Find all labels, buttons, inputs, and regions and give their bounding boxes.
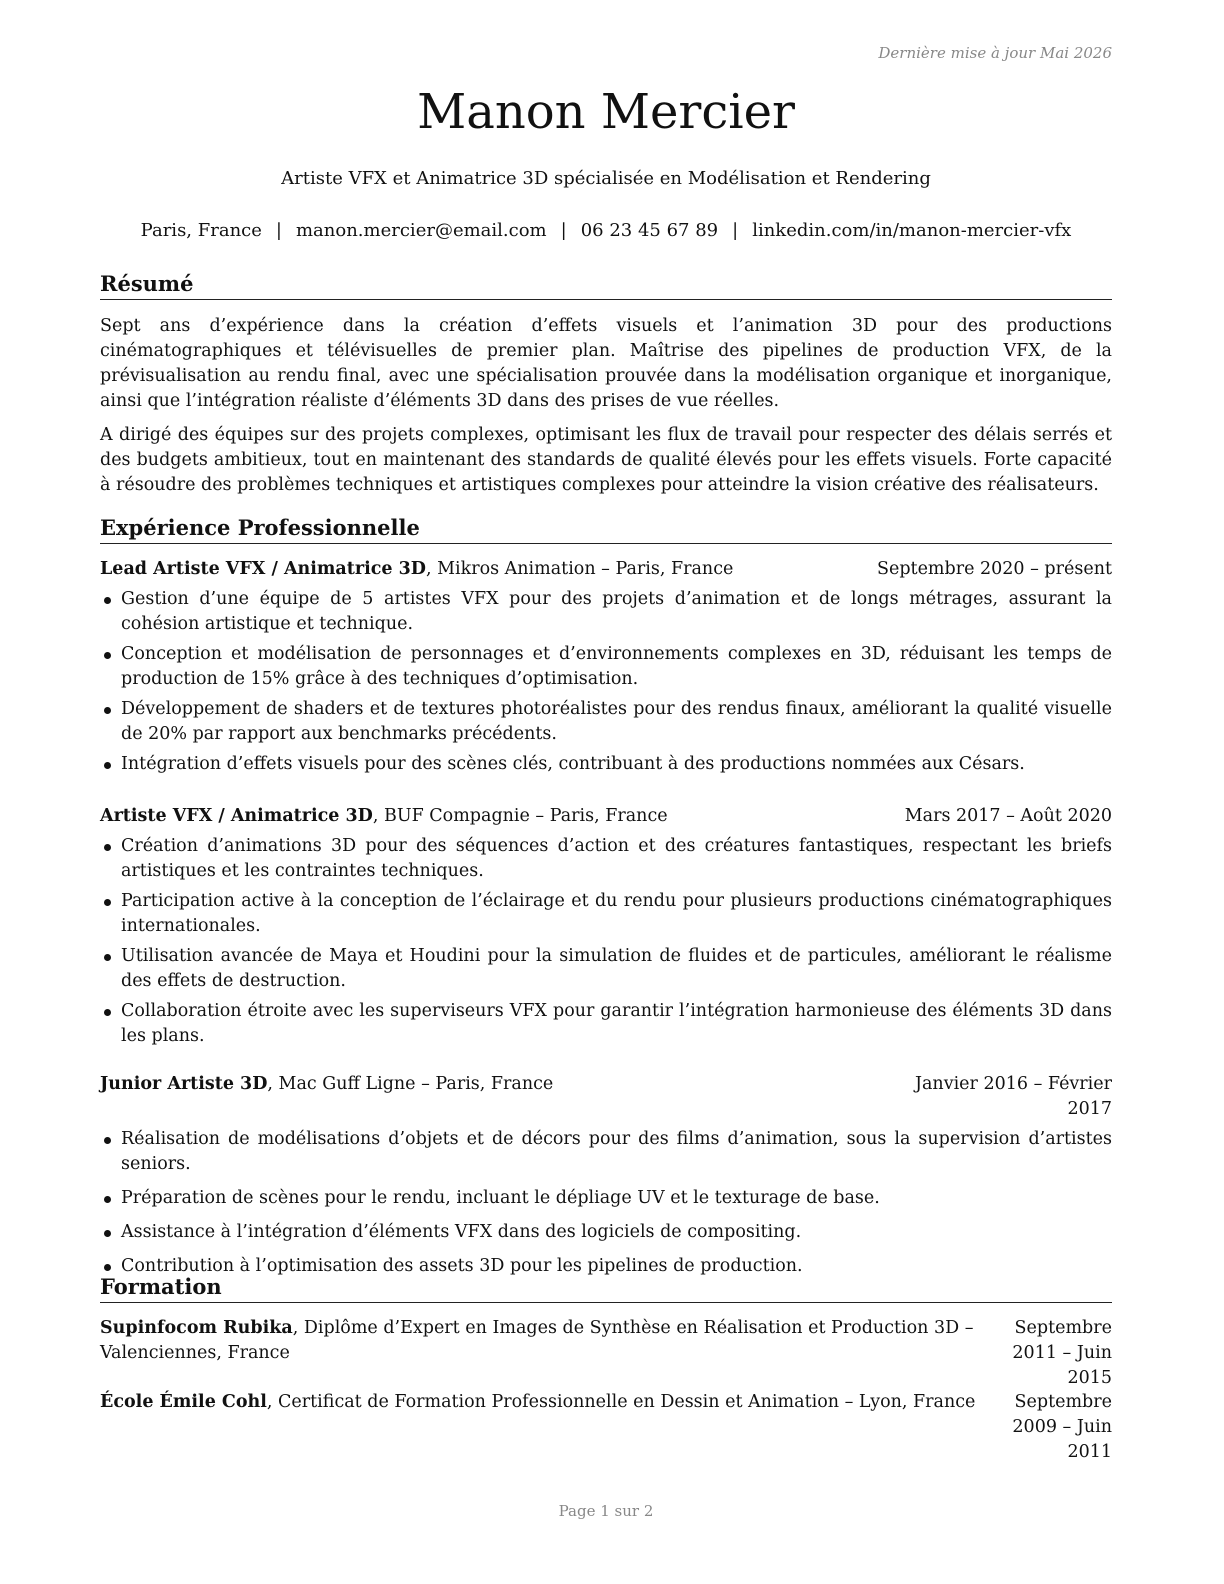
bullet-text: Gestion d’une équipe de 5 artistes VFX pour des projets d’animation et de longs métrages, assurant la cohésion artistique et technique. (121, 589, 1112, 634)
bullet-text: Utilisation avancée de Maya et Houdini pour la simulation de fluides et de particules, améliorant le réalisme des effets de destruction. (121, 946, 1112, 991)
contact-email[interactable]: manon.mercier@email.com (295, 220, 547, 241)
page-number: Page 1 sur 2 (558, 1502, 654, 1520)
list-item (100, 697, 1112, 747)
contact-linkedin[interactable]: linkedin.com/in/manon-mercier-vfx (752, 220, 1072, 241)
list-item (100, 1127, 1112, 1177)
section-title-education: Formation (100, 1274, 1112, 1303)
job-dates: Septembre 2020 – présent (877, 559, 1112, 579)
contact-phone: 06 23 45 67 89 (580, 220, 719, 241)
contact-separator: | (275, 220, 282, 241)
list-item (100, 944, 1112, 994)
list-item (100, 587, 1112, 637)
bullet-text: Développement de shaders et de textures photoréalistes pour des rendus finaux, améliorant la qualité visuelle de 20% par rapport aux benchmarks précédents. (121, 699, 1112, 744)
bullet-text: Intégration d’effets visuels pour des scènes clés, contribuant à des productions nommées aux Césars. (121, 754, 1025, 774)
subtitle: Artiste VFX et Animatrice 3D spécialisée en Modélisation et Rendering (281, 168, 931, 189)
bullet-text: Contribution à l’optimisation des assets 3D pour les pipelines de production. (121, 1256, 803, 1276)
job-bullets (100, 587, 1112, 777)
bullet-text: Participation active à la conception de l’éclairage et du rendu pour plusieurs productions cinématographiques internationales. (121, 891, 1112, 936)
education-dates: Septembre 2011 – Juin 2015 (1012, 1318, 1112, 1388)
bullet-icon (104, 1009, 111, 1016)
job-dates: Janvier 2016 – Février 2017 (914, 1074, 1112, 1119)
summary-paragraph: Sept ans d’expérience dans la création d’effets visuels et l’animation 3D pour des productions cinématographiques et télévisuelles de premier plan. Maîtrise des pipelines de production VFX, de la prévisualisation au rendu final, avec une spécialisation prouvée dans la modélisation organique et inorganique, ainsi que l’intégration réaliste d’éléments 3D dans des prises de vue réelles. (100, 316, 1112, 411)
job-role: Artiste VFX / Animatrice 3D (100, 806, 373, 826)
contact-location: Paris, France (140, 220, 262, 241)
education-detail: , Certificat de Formation Professionnelle en Dessin et Animation – Lyon, France (266, 1392, 976, 1412)
list-item (100, 752, 1112, 777)
bullet-icon (104, 762, 111, 769)
bullet-icon (104, 954, 111, 961)
education-detail: , Diplôme d’Expert en Images de Synthèse en Réalisation et Production 3D – Valenciennes, France (100, 1318, 974, 1363)
resume-page (100, 0, 1112, 1584)
contact-line (100, 220, 1112, 241)
bullet-icon (104, 707, 111, 714)
bullet-icon (104, 597, 111, 604)
section-title-experience: Expérience Professionnelle (100, 515, 1112, 544)
bullet-text: Réalisation de modélisations d’objets et de décors pour des films d’animation, sous la supervision d’artistes seniors. (121, 1129, 1112, 1174)
contact-separator: | (560, 220, 567, 241)
summary-paragraph: A dirigé des équipes sur des projets complexes, optimisant les flux de travail pour respecter des délais serrés et des budgets ambitieux, tout en maintenant des standards de qualité élevés pour les effets visuels. Forte capacité à résoudre des problèmes techniques et artistiques complexes pour atteindre la vision créative des réalisateurs. (100, 425, 1112, 495)
list-item (100, 834, 1112, 884)
education-entry (100, 1390, 1112, 1462)
job-company: , Mac Guff Ligne – Paris, France (267, 1074, 554, 1094)
education-dates: Septembre 2009 – Juin 2011 (1012, 1392, 1112, 1462)
section-title-summary: Résumé (100, 271, 1112, 300)
job-bullets (100, 1127, 1112, 1279)
list-item (100, 1220, 1112, 1245)
bullet-icon (104, 899, 111, 906)
bullet-icon (104, 844, 111, 851)
job-role: Lead Artiste VFX / Animatrice 3D (100, 559, 426, 579)
education-entry (100, 1316, 1112, 1388)
bullet-icon (104, 1230, 111, 1237)
job-company: , Mikros Animation – Paris, France (425, 559, 734, 579)
job-header (100, 557, 1112, 582)
job-header (100, 1072, 1112, 1119)
list-item (100, 642, 1112, 692)
job-role: Junior Artiste 3D (100, 1074, 268, 1094)
list-item (100, 1186, 1112, 1211)
list-item (100, 999, 1112, 1049)
bullet-text: Conception et modélisation de personnages et d’environnements complexes en 3D, réduisant les temps de production de 15% grâce à des techniques d’optimisation. (121, 644, 1112, 689)
bullet-text: Collaboration étroite avec les superviseurs VFX pour garantir l’intégration harmonieuse des éléments 3D dans les plans. (121, 1001, 1112, 1046)
job-dates: Mars 2017 – Août 2020 (904, 806, 1112, 826)
bullet-icon (104, 1264, 111, 1271)
education-school: École Émile Cohl (100, 1392, 267, 1412)
job-bullets (100, 834, 1112, 1049)
bullet-text: Création d’animations 3D pour des séquences d’action et des créatures fantastiques, respectant les briefs artistiques et les contraintes techniques. (121, 836, 1112, 881)
list-item (100, 889, 1112, 939)
last-updated: Dernière mise à jour Mai 2026 (878, 44, 1112, 62)
contact-separator: | (732, 220, 739, 241)
bullet-text: Préparation de scènes pour le rendu, incluant le dépliage UV et le texturage de base. (121, 1188, 880, 1208)
bullet-icon (104, 1137, 111, 1144)
job-header (100, 804, 1112, 829)
page-title: Manon Mercier (417, 84, 795, 140)
bullet-icon (104, 1196, 111, 1203)
bullet-text: Assistance à l’intégration d’éléments VFX dans des logiciels de compositing. (121, 1222, 802, 1242)
education-school: Supinfocom Rubika (100, 1318, 293, 1338)
job-company: , BUF Compagnie – Paris, France (372, 806, 668, 826)
bullet-icon (104, 652, 111, 659)
